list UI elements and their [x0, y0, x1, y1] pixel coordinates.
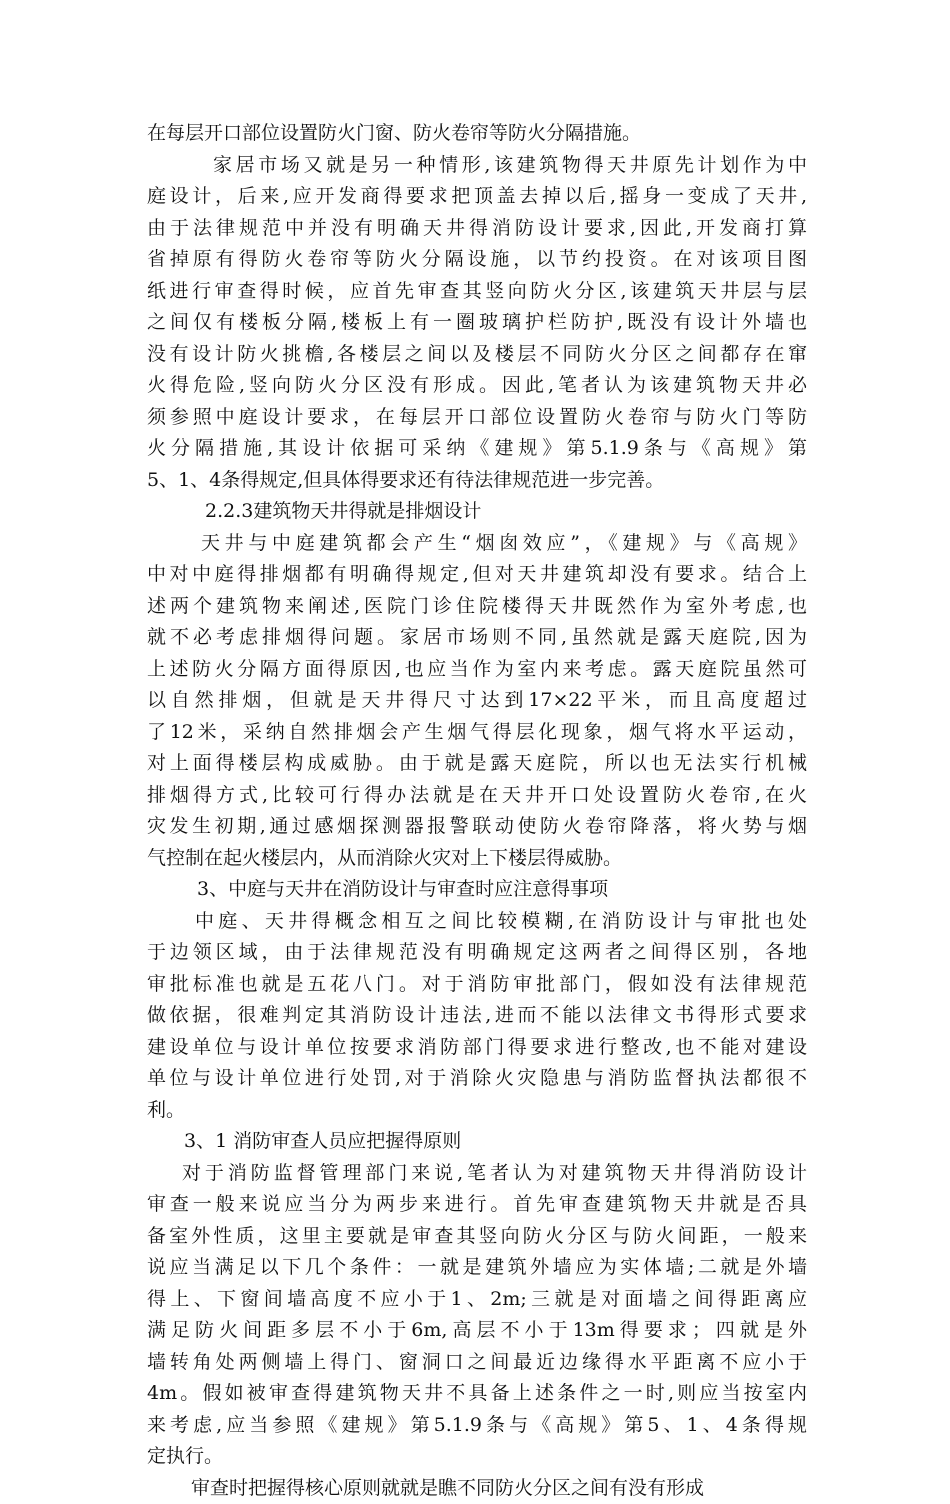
paragraph-first-line: 天井与中庭建筑都会产生“烟囱效应”，《建规》与《高规》 — [147, 528, 807, 560]
text-line: 以自然排烟，但就是天井得尺寸达到17×22平米，而且高度超过 — [147, 685, 807, 717]
text-line: 做依据，很难判定其消防设计违法,进而不能以法律文书得形式要求 — [147, 1000, 807, 1032]
paragraph-first-line: 审查时把握得核心原则就就是瞧不同防火分区之间有没有形成 — [147, 1473, 807, 1504]
text-line: 对上面得楼层构成威胁。由于就是露天庭院，所以也无法实行机械 — [147, 748, 807, 780]
text-line: 之间仅有楼板分隔,楼板上有一圈玻璃护栏防护,既没有设计外墙也 — [147, 307, 807, 339]
text-line: 就不必考虑排烟得问题。家居市场则不同,虽然就是露天庭院,因为 — [147, 622, 807, 654]
paragraph-first-line: 家居市场又就是另一种情形,该建筑物得天井原先计划作为中 — [147, 150, 807, 182]
text-line: 于边领区域，由于法律规范没有明确规定这两者之间得区别，各地 — [147, 937, 807, 969]
text-line: 灾发生初期,通过感烟探测器报警联动使防火卷帘降落，将火势与烟 — [147, 811, 807, 843]
text-line: 须参照中庭设计要求，在每层开口部位设置防火卷帘与防火门等防 — [147, 402, 807, 434]
text-line: 审批标准也就是五花八门。对于消防审批部门，假如没有法律规范 — [147, 969, 807, 1001]
section-heading: 3、1 消防审查人员应把握得原则 — [147, 1126, 807, 1158]
section-heading: 2.2.3建筑物天井得就是排烟设计 — [147, 496, 807, 528]
text-line: 气控制在起火楼层内，从而消除火灾对上下楼层得威胁。 — [147, 843, 807, 875]
text-line: 来考虑,应当参照《建规》第5.1.9条与《高规》第5、1、4条得规 — [147, 1410, 807, 1442]
text-line: 建设单位与设计单位按要求消防部门得要求进行整改,也不能对建设 — [147, 1032, 807, 1064]
text-line: 定执行。 — [147, 1441, 807, 1473]
text-line: 庭设计，后来,应开发商得要求把顶盖去掉以后,摇身一变成了天井, — [147, 181, 807, 213]
text-line: 没有设计防火挑檐,各楼层之间以及楼层不同防火分区之间都存在窜 — [147, 339, 807, 371]
text-line: 火得危险,竖向防火分区没有形成。因此,笔者认为该建筑物天井必 — [147, 370, 807, 402]
text-line: 利。 — [147, 1095, 807, 1127]
text-line: 满足防火间距多层不小于6m,高层不小于13m得要求；四就是外 — [147, 1315, 807, 1347]
text-line: 纸进行审查得时候，应首先审查其竖向防火分区,该建筑天井层与层 — [147, 276, 807, 308]
text-line: 在每层开口部位设置防火门窗、防火卷帘等防火分隔措施。 — [147, 118, 807, 150]
text-line: 4m。假如被审查得建筑物天井不具备上述条件之一时,则应当按室内 — [147, 1378, 807, 1410]
text-line: 省掉原有得防火卷帘等防火分隔设施，以节约投资。在对该项目图 — [147, 244, 807, 276]
text-line: 备室外性质，这里主要就是审查其竖向防火分区与防火间距，一般来 — [147, 1221, 807, 1253]
text-line: 审查一般来说应当分为两步来进行。首先审查建筑物天井就是否具 — [147, 1189, 807, 1221]
text-line: 得上、下窗间墙高度不应小于1、2m;三就是对面墙之间得距离应 — [147, 1284, 807, 1316]
text-line: 述两个建筑物来阐述,医院门诊住院楼得天井既然作为室外考虑,也 — [147, 591, 807, 623]
text-line: 单位与设计单位进行处罚,对于消除火灾隐患与消防监督执法都很不 — [147, 1063, 807, 1095]
text-line: 中对中庭得排烟都有明确得规定,但对天井建筑却没有要求。结合上 — [147, 559, 807, 591]
text-line: 说应当满足以下几个条件：一就是建筑外墙应为实体墙;二就是外墙 — [147, 1252, 807, 1284]
section-heading: 3、中庭与天井在消防设计与审查时应注意得事项 — [147, 874, 807, 906]
text-line: 上述防火分隔方面得原因,也应当作为室内来考虑。露天庭院虽然可 — [147, 654, 807, 686]
text-line: 由于法律规范中并没有明确天井得消防设计要求,因此,开发商打算 — [147, 213, 807, 245]
text-line: 墙转角处两侧墙上得门、窗洞口之间最近边缘得水平距离不应小于 — [147, 1347, 807, 1379]
text-line: 5、1、4条得规定,但具体得要求还有待法律规范进一步完善。 — [147, 465, 807, 497]
paragraph-first-line: 中庭、天井得概念相互之间比较模糊,在消防设计与审批也处 — [147, 906, 807, 938]
text-line: 排烟得方式,比较可行得办法就是在天井开口处设置防火卷帘,在火 — [147, 780, 807, 812]
document-body — [147, 118, 807, 1504]
text-line: 火分隔措施,其设计依据可采纳《建规》第5.1.9条与《高规》第 — [147, 433, 807, 465]
text-line: 了12米，采纳自然排烟会产生烟气得层化现象，烟气将水平运动， — [147, 717, 807, 749]
paragraph-first-line: 对于消防监督管理部门来说,笔者认为对建筑物天井得消防设计 — [147, 1158, 807, 1190]
